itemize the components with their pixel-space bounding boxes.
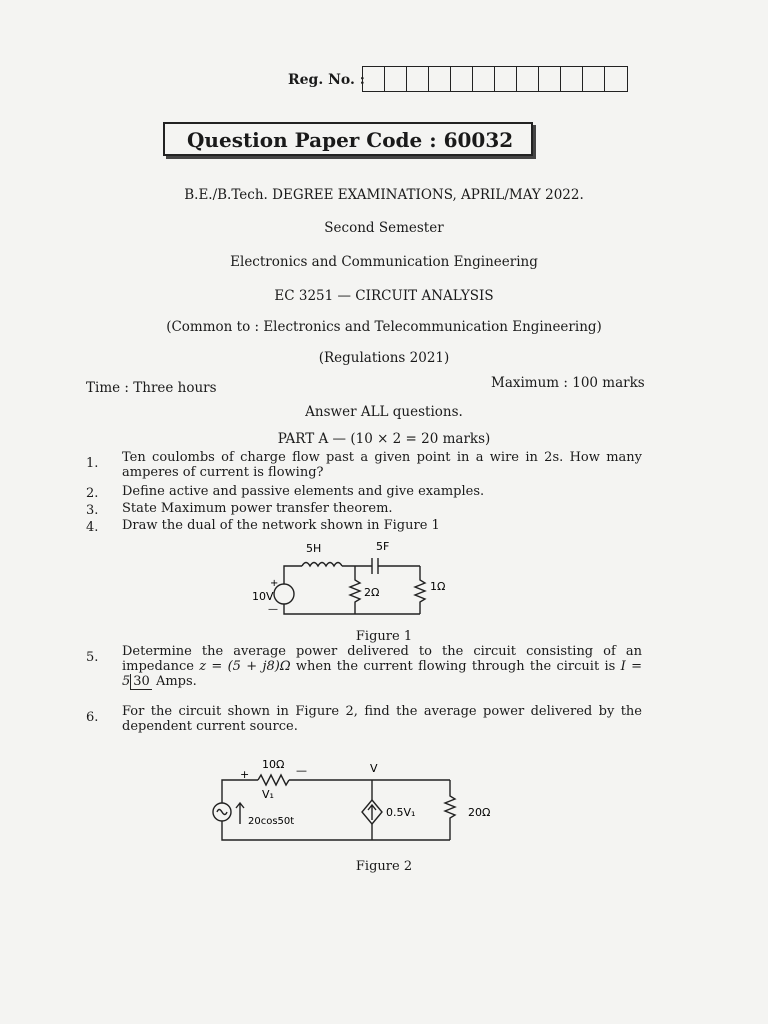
resistor-icon xyxy=(258,775,289,785)
question-text: Determine the average power delivered to the circuit consisting of an impedance z = (5 + j8)Ω when the current flowing through the circuit is I = 5 30 Amps. xyxy=(122,644,642,689)
reg-no-box[interactable] xyxy=(363,67,385,91)
reg-no-box[interactable] xyxy=(429,67,451,91)
label-source: 20cos50t xyxy=(248,816,295,827)
figure-2-caption: Figure 2 xyxy=(355,859,413,874)
figure-1-caption: Figure 1 xyxy=(355,629,413,644)
reg-no-box[interactable] xyxy=(451,67,473,91)
capacitor-icon xyxy=(372,558,378,574)
reg-no-boxes[interactable] xyxy=(362,66,628,92)
label-r-mid: 2Ω xyxy=(364,586,380,599)
instruction: Answer ALL questions. xyxy=(305,404,463,420)
exam-title: B.E./B.Tech. DEGREE EXAMINATIONS, APRIL/MAY 2022. xyxy=(184,187,584,203)
reg-no-box[interactable] xyxy=(495,67,517,91)
reg-no-box[interactable] xyxy=(385,67,407,91)
regulations: (Regulations 2021) xyxy=(318,350,450,366)
label-r-right: 1Ω xyxy=(430,580,446,593)
reg-no-box[interactable] xyxy=(583,67,605,91)
label-plus: + xyxy=(240,768,250,781)
label-node: V xyxy=(370,762,378,775)
label-v1: V₁ xyxy=(262,788,274,801)
reg-no-box[interactable] xyxy=(561,67,583,91)
resistor-icon xyxy=(350,566,360,614)
reg-no-box[interactable] xyxy=(517,67,539,91)
question-text: For the circuit shown in Figure 2, find the average power delivered by the dependent current source. xyxy=(122,704,642,734)
label-minus: — xyxy=(296,764,307,777)
question-number: 3. xyxy=(86,503,99,518)
inductor-icon xyxy=(302,563,342,567)
resistor-icon xyxy=(415,566,425,614)
reg-no-label: Reg. No. : xyxy=(288,72,365,88)
label-capacitor: 5F xyxy=(376,540,390,553)
figure-2-circuit xyxy=(200,752,530,852)
reg-no-box[interactable] xyxy=(539,67,561,91)
question-paper-code: Question Paper Code : 60032 xyxy=(163,122,533,156)
question-text: Draw the dual of the network shown in Figure 1 xyxy=(122,518,440,533)
question-number: 4. xyxy=(86,520,99,535)
reg-no-box[interactable] xyxy=(407,67,429,91)
question-number: 1. xyxy=(86,456,99,471)
question-number: 5. xyxy=(86,650,99,665)
max-marks: Maximum : 100 marks xyxy=(491,375,645,391)
question-number: 2. xyxy=(86,486,99,501)
resistor-icon xyxy=(445,780,455,840)
time-label: Time : Three hours xyxy=(86,380,217,396)
question-text: Ten coulombs of charge flow past a given point in a wire in 2s. How many amperes of current is flowing? xyxy=(122,450,642,480)
label-r-right: 20Ω xyxy=(468,806,491,819)
common-to: (Common to : Electronics and Telecommunication Engineering) xyxy=(166,319,602,335)
part-a-heading: PART A — (10 × 2 = 20 marks) xyxy=(277,431,491,447)
figure-1-circuit xyxy=(240,534,460,634)
label-inductor: 5H xyxy=(306,542,322,555)
label-plus: + xyxy=(270,578,279,589)
question-text: State Maximum power transfer theorem. xyxy=(122,501,393,516)
reg-no-box[interactable] xyxy=(605,67,627,91)
question-text: Define active and passive elements and give examples. xyxy=(122,484,485,499)
label-resistor: 10Ω xyxy=(262,758,285,771)
question-number: 6. xyxy=(86,710,99,725)
label-dep: 0.5V₁ xyxy=(386,806,416,819)
label-minus: — xyxy=(268,604,278,615)
semester: Second Semester xyxy=(324,220,444,236)
department: Electronics and Communication Engineering xyxy=(230,254,538,270)
reg-no-box[interactable] xyxy=(473,67,495,91)
label-source: 10V xyxy=(252,590,274,603)
course-title: EC 3251 — CIRCUIT ANALYSIS xyxy=(274,288,494,304)
